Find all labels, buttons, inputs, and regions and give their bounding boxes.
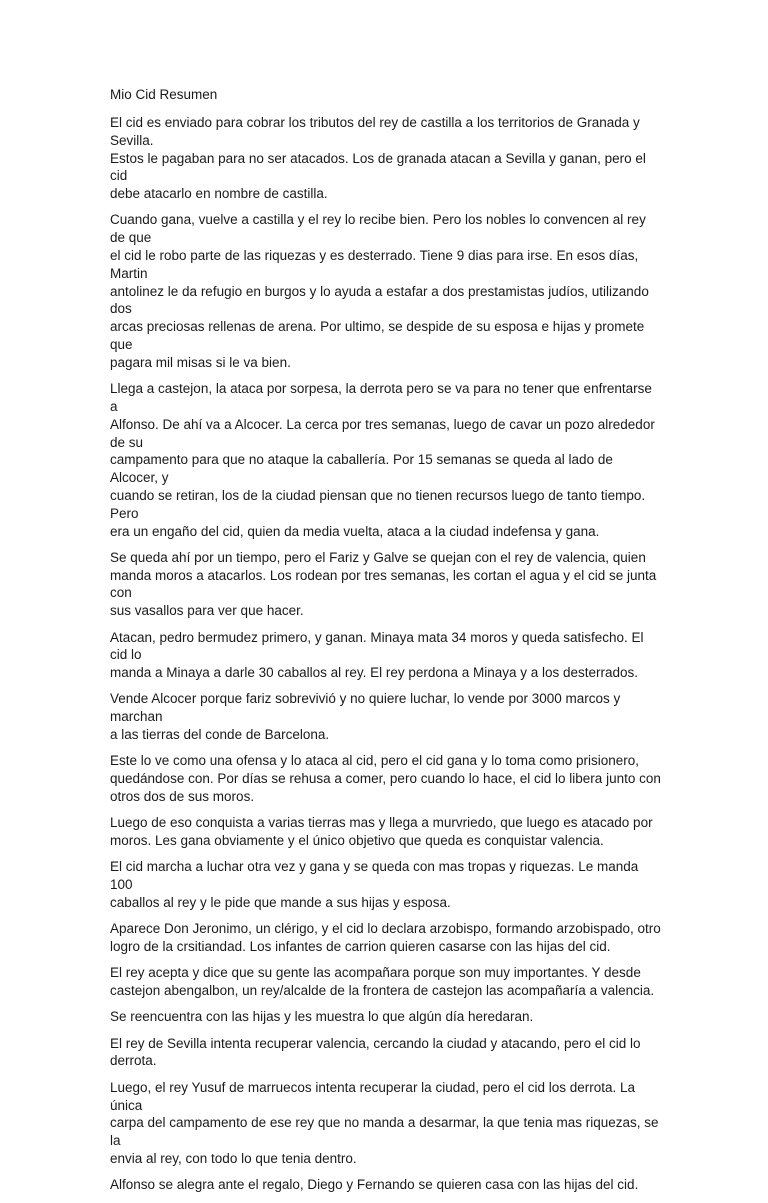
paragraph: El cid es enviado para cobrar los tributos del rey de castilla a los territorios de Granada y Sevilla. Estos le pagaban para no ser atacados. Los de granada atacan a Sevilla y ganan, pero el cid debe atacarlo en nombre de castilla.: [110, 115, 646, 202]
paragraph: Vende Alcocer porque fariz sobrevivió y no quiere luchar, lo vende por 3000 marcos y marchan a las tierras del conde de Barcelona.: [110, 691, 621, 742]
paragraph: Alfonso se alegra ante el regalo, Diego y Fernando se quieren casa con las hijas del cid.: [110, 1177, 639, 1193]
paragraph: Se queda ahí por un tiempo, pero el Fariz y Galve se quejan con el rey de valencia, quien manda moros a atacarlos. Los rodean por tres semanas, les cortan el agua y el cid se junta con sus vasallos para ver que hacer.: [110, 549, 657, 619]
paragraph: Llega a castejon, la ataca por sorpesa, la derrota pero se va para no tener que enfrentarse a Alfonso. De ahí va a Alcocer. La cerca por tres semanas, luego de cavar un pozo alrededor de su campamento para que no ataque la caballería. Por 15 semanas se queda al lado de Alcocer, y cuando se retiran, los de la ciudad piensan que no tienen recursos luego de tanto tiempo. Pero era un engaño del cid, quien da media vuelta, ataca a la ciudad indefensa y gana.: [110, 381, 655, 539]
paragraph: Este lo ve como una ofensa y lo ataca al cid, pero el cid gana y lo toma como prisionero, quedándose con. Por días se rehusa a comer, pero cuando lo hace, el cid lo libera junto con otros dos de sus moros.: [110, 753, 661, 804]
paragraph: Aparece Don Jeronimo, un clérigo, y el cid lo declara arzobispo, formando arzobispado, otro logro de la crsitiandad. Los infantes de carrion quieren casarse con las hijas del cid.: [110, 921, 661, 954]
paragraph: Luego, el rey Yusuf de marruecos intenta recuperar la ciudad, pero el cid los derrota. La única carpa del campamento de ese rey que no manda a desarmar, la que tenia mas riquezas, se la envia al rey, con todo lo que tenia dentro.: [110, 1079, 659, 1166]
paragraph: Luego de eso conquista a varias tierras mas y llega a murvriedo, que luego es atacado por moros. Les gana obviamente y el único objetivo que queda es conquistar valencia.: [110, 815, 653, 848]
document-page: [110, 86, 662, 1203]
paragraph: El cid marcha a luchar otra vez y gana y se queda con mas tropas y riquezas. Le manda 100 caballos al rey y le pide que mande a sus hijas y esposa.: [110, 859, 639, 910]
paragraph: El rey de Sevilla intenta recuperar valencia, cercando la ciudad y atacando, pero el cid lo derrota.: [110, 1035, 641, 1069]
document-title: Mio Cid Resumen: [110, 87, 218, 102]
paragraph: Atacan, pedro bermudez primero, y ganan. Minaya mata 34 moros y queda satisfecho. El cid lo manda a Minaya a darle 30 caballos al rey. El rey perdona a Minaya y a los desterrados.: [110, 629, 644, 681]
paragraph: El rey acepta y dice que su gente las acompañara porque son muy importantes. Y desde castejon abengalbon, un rey/alcalde de la frontera de castejon las acompañaría a valencia.: [110, 965, 655, 999]
paragraph: Cuando gana, vuelve a castilla y el rey lo recibe bien. Pero los nobles lo convencen al rey de que el cid le robo parte de las riquezas y es desterrado. Tiene 9 dias para irse. En esos días, Martin antolinez le da refugio en burgos y lo ayuda a estafar a dos prestamistas judíos, utilizando dos arcas preciosas rellenas de arena. Por ultimo, se despide de su esposa e hijas y promete que pagara mil misas si le va bien.: [110, 212, 649, 370]
paragraph: Se reencuentra con las hijas y les muestra lo que algún día heredaran.: [110, 1009, 534, 1025]
